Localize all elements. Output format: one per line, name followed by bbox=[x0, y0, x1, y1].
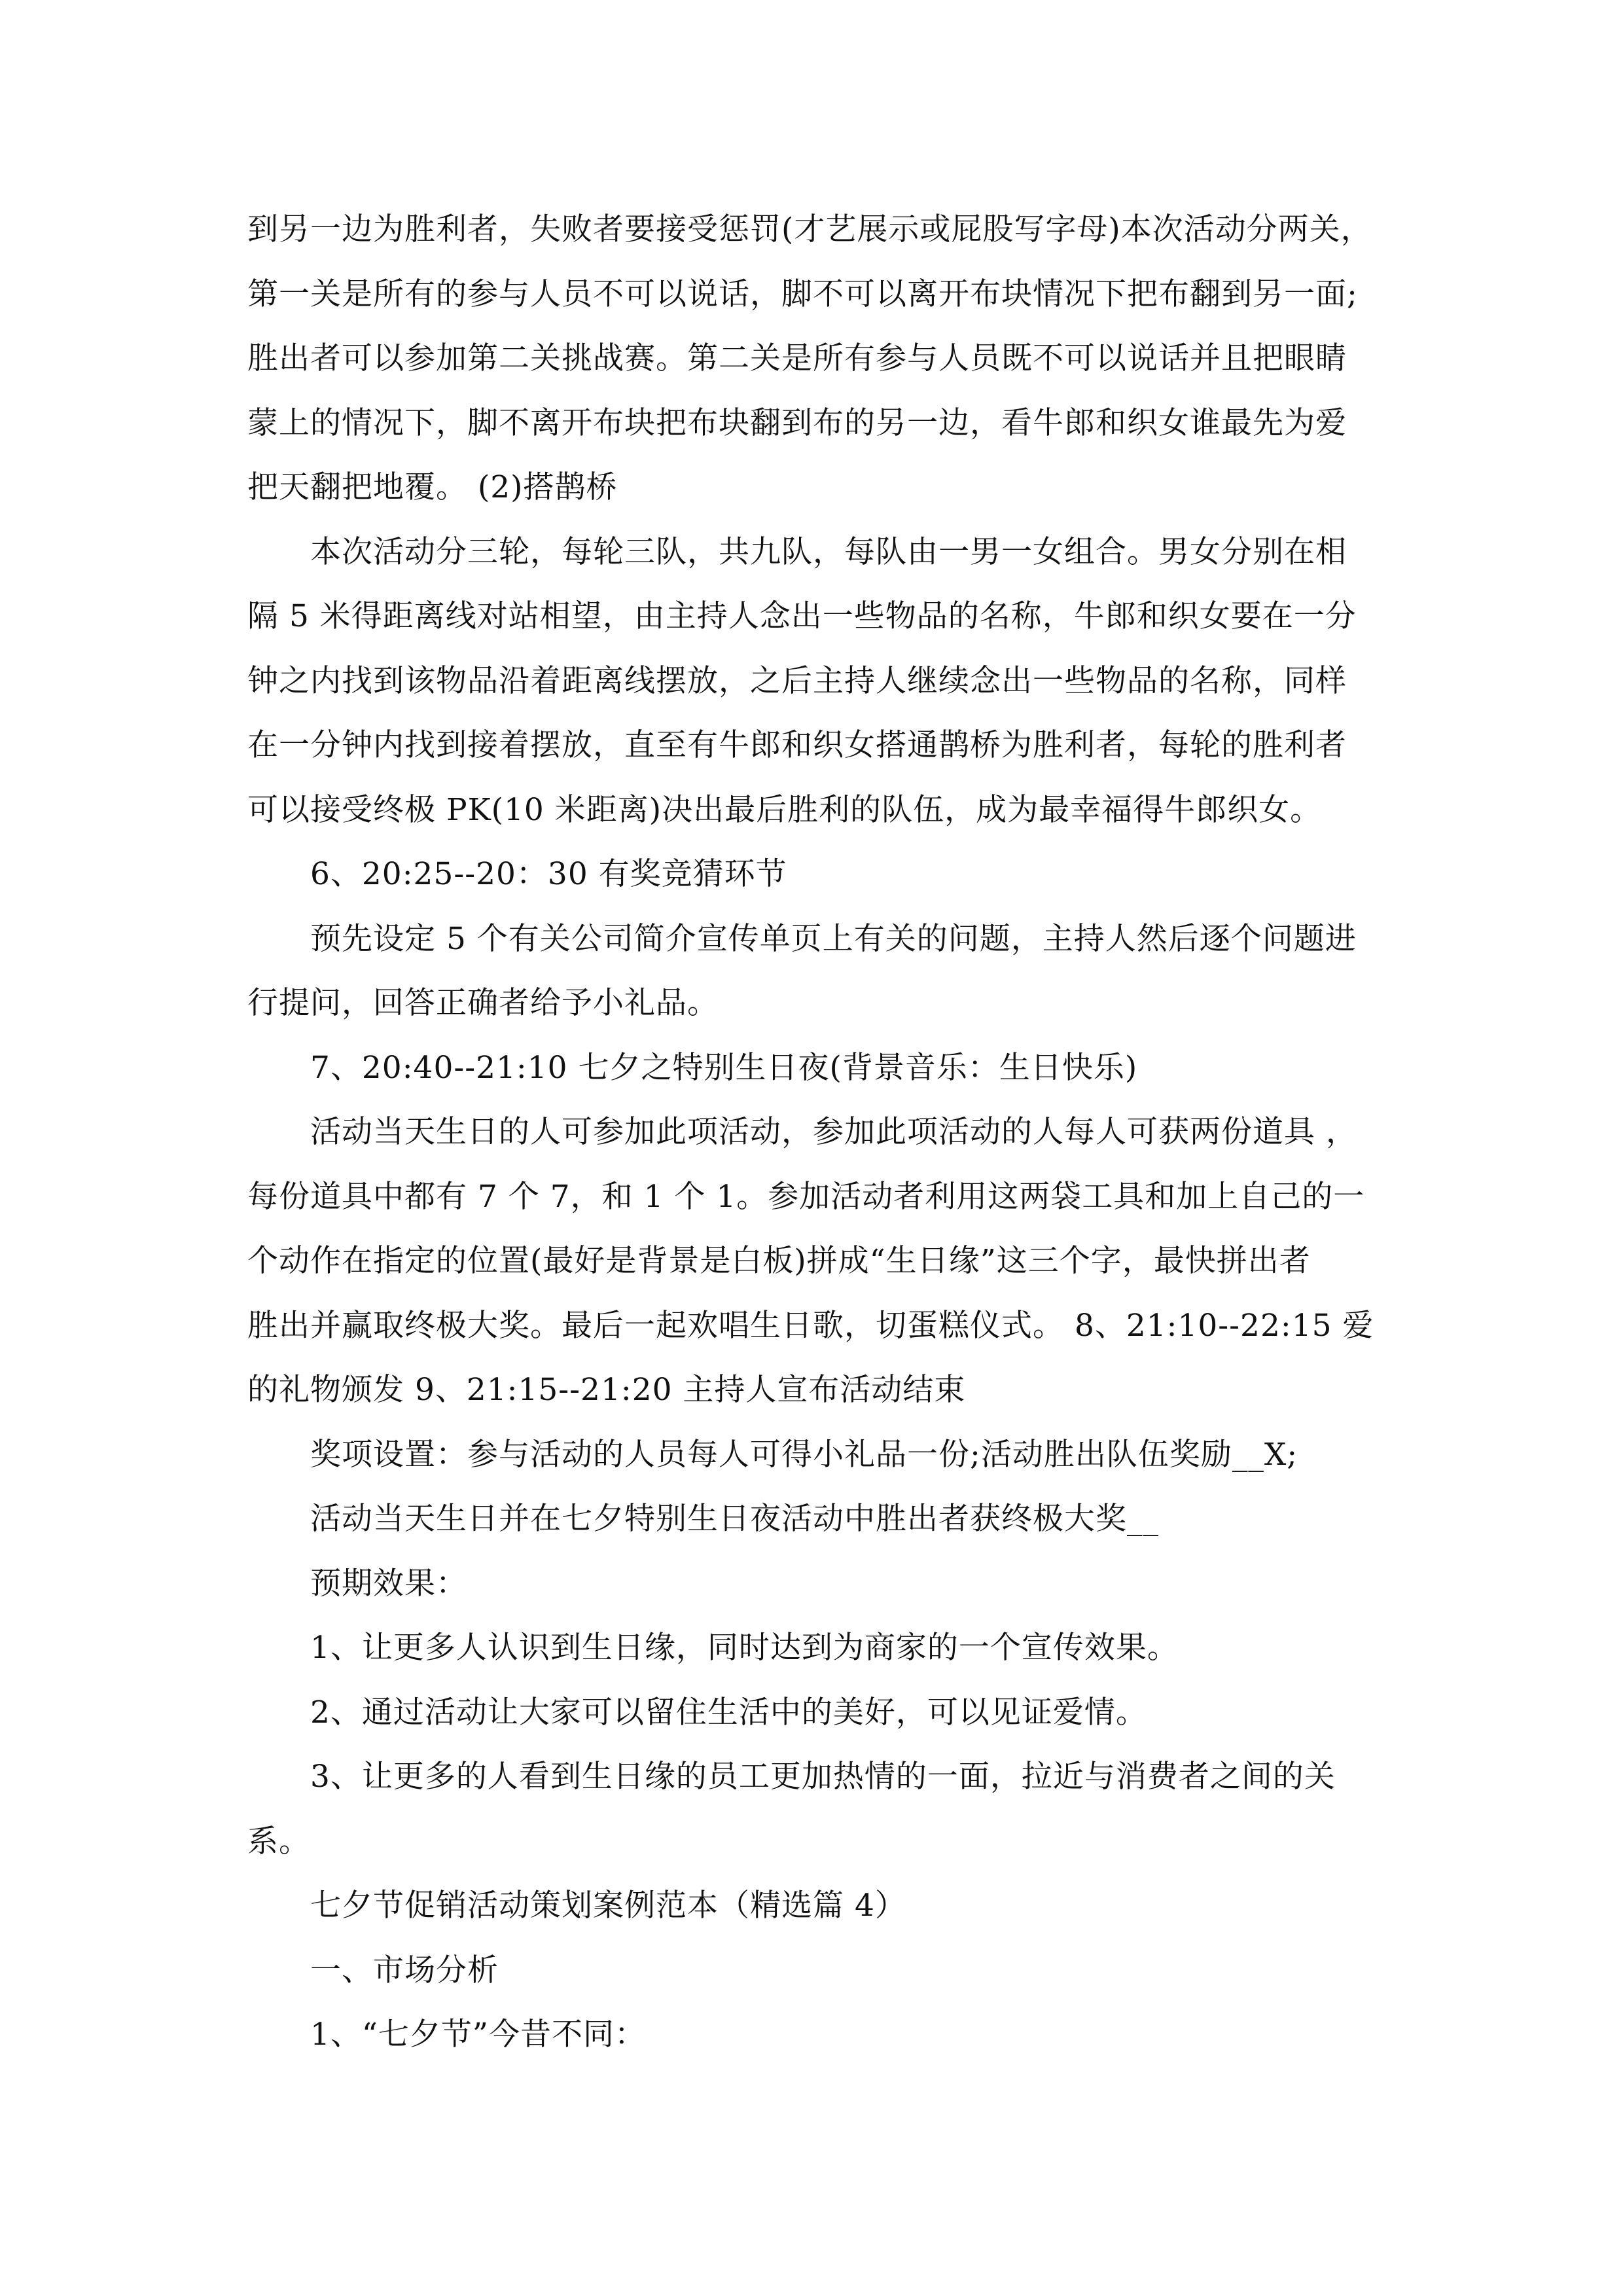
text-line: 每份道具中都有 7 个 7，和 1 个 1。参加活动者利用这两袋工具和加上自己的一 bbox=[247, 1178, 1365, 1215]
text-line: 7、20:40--21:10 七夕之特别生日夜(背景音乐：生日快乐) bbox=[310, 1049, 1138, 1086]
text-line: 6、20:25--20：30 有奖竞猜环节 bbox=[310, 856, 787, 892]
text-line: 到另一边为胜利者，失败者要接受惩罚(才艺展示或屁股写字母)本次活动分两关， bbox=[247, 211, 1372, 247]
text-line: 蒙上的情况下，脚不离开布块把布块翻到布的另一边，看牛郎和织女谁最先为爱 bbox=[247, 404, 1347, 441]
text-line: 可以接受终极 PK(10 米距离)决出最后胜利的队伍，成为最幸福得牛郎织女。 bbox=[247, 791, 1322, 828]
text-line: 3、让更多的人看到生日缘的员工更加热情的一面，拉近与消费者之间的关 bbox=[310, 1759, 1336, 1795]
text-line: 活动当天生日的人可参加此项活动，参加此项活动的人每人可获两份道具 ， bbox=[310, 1114, 1357, 1150]
text-line: 在一分钟内找到接着摆放，直至有牛郎和织女搭通鹊桥为胜利者，每轮的胜利者 bbox=[247, 727, 1347, 763]
text-line: 的礼物颁发 9、21:15--21:20 主持人宣布活动结束 bbox=[247, 1372, 966, 1408]
text-line: 系。 bbox=[247, 1823, 310, 1859]
text-line: 2、通过活动让大家可以留住生活中的美好，可以见证爱情。 bbox=[310, 1694, 1147, 1731]
text-line: 七夕节促销活动策划案例范本（精选篇 4） bbox=[310, 1888, 906, 1924]
text-line: 预期效果： bbox=[310, 1565, 467, 1602]
text-line: 预先设定 5 个有关公司简介宣传单页上有关的问题，主持人然后逐个问题进 bbox=[310, 920, 1357, 957]
text-line: 奖项设置：参与活动的人员每人可得小礼品一份;活动胜出队伍奖励__X; bbox=[310, 1436, 1298, 1473]
text-line: 1、让更多人认识到生日缘，同时达到为商家的一个宣传效果。 bbox=[310, 1630, 1179, 1666]
text-line: 本次活动分三轮，每轮三队，共九队，每队由一男一女组合。男女分别在相 bbox=[310, 533, 1347, 570]
text-line: 个动作在指定的位置(最好是背景是白板)拼成“生日缘”这三个字，最快拼出者 bbox=[247, 1243, 1311, 1279]
text-line: 第一关是所有的参与人员不可以说话，脚不可以离开布块情况下把布翻到另一面; bbox=[247, 276, 1358, 312]
text-line: 一、市场分析 bbox=[310, 1952, 499, 1988]
text-line: 胜出者可以参加第二关挑战赛。第二关是所有参与人员既不可以说话并且把眼睛 bbox=[247, 340, 1347, 376]
text-line: 行提问，回答正确者给予小礼品。 bbox=[247, 985, 719, 1021]
text-line: 胜出并赢取终极大奖。最后一起欢唱生日歌，切蛋糕仪式。 8、21:10--22:15 爱 bbox=[247, 1307, 1374, 1344]
text-line: 钟之内找到该物品沿着距离线摆放，之后主持人继续念出一些物品的名称，同样 bbox=[247, 662, 1347, 699]
text-line: 隔 5 米得距离线对站相望，由主持人念出一些物品的名称，牛郎和织女要在一分 bbox=[247, 598, 1357, 634]
text-line: 把天翻把地覆。 (2)搭鹊桥 bbox=[247, 469, 618, 505]
text-line: 活动当天生日并在七夕特别生日夜活动中胜出者获终极大奖__ bbox=[310, 1501, 1159, 1537]
document-page bbox=[247, 198, 1386, 2068]
text-line: 1、“七夕节”今昔不同： bbox=[310, 2017, 646, 2053]
